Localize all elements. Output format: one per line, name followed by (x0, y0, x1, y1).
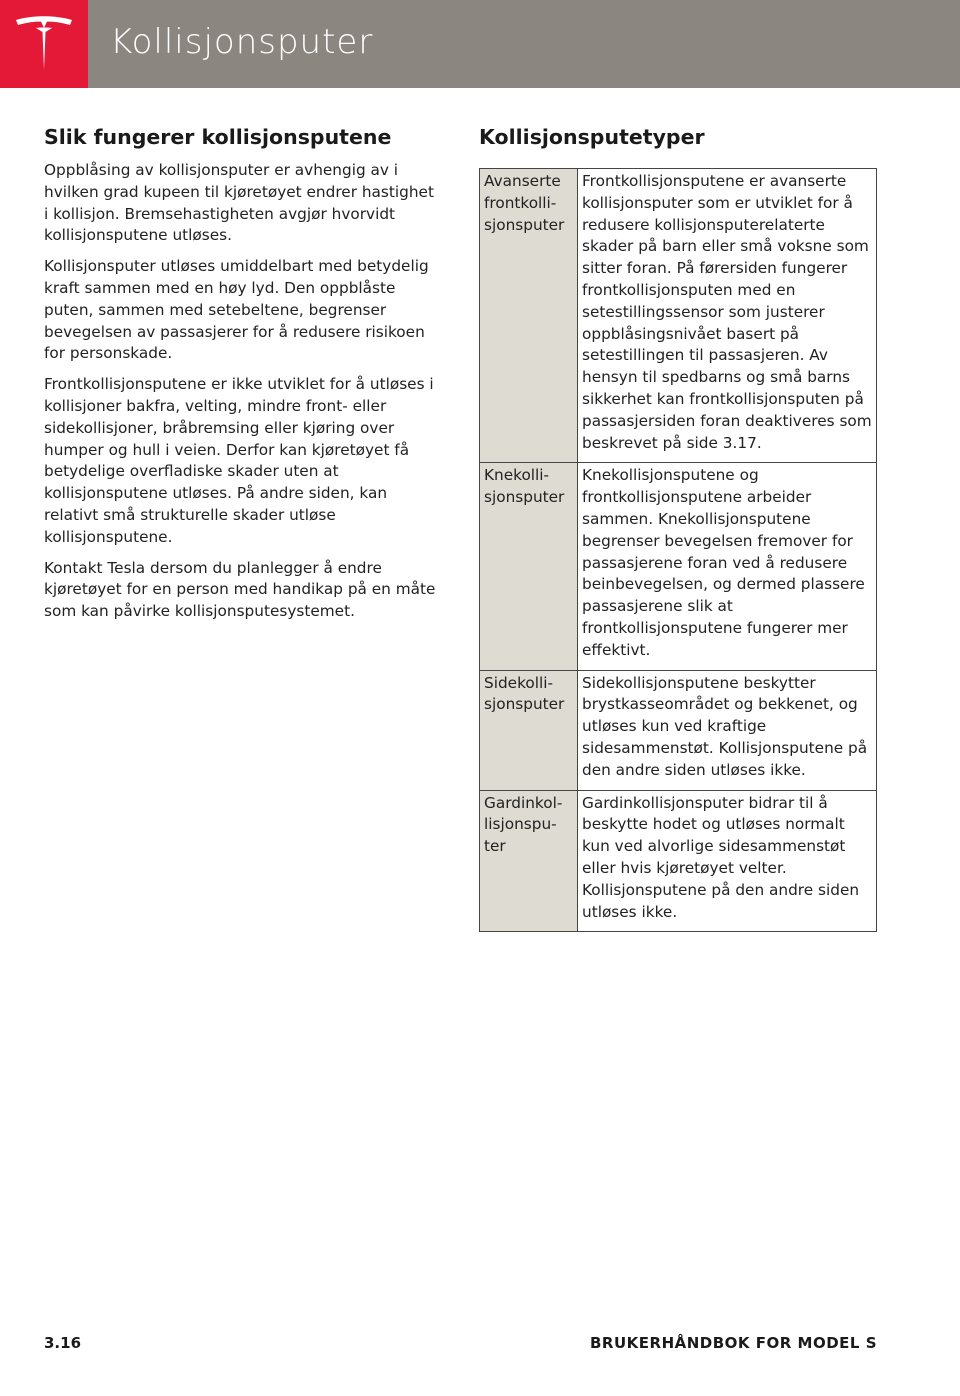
logo-box (0, 0, 88, 88)
manual-title: BRUKERHÅNDBOK FOR MODEL S (589, 1334, 877, 1352)
airbag-type-cell: Sidekolli-sjonsputer (480, 670, 578, 790)
page-title: Kollisjonsputer (110, 22, 374, 62)
page-number: 3.16 (44, 1334, 82, 1352)
airbag-types-table (479, 168, 877, 932)
airbag-description-cell: Knekollisjonsputene og frontkollisjonsputene arbeider sammen. Knekollisjonsputene begrenser bevegelsen fremover for passasjerene foran ved å redusere beinbevegelsen, og dermed plassere passasjerene slik at frontkollisjonsputene fungerer mer effektivt. (578, 463, 877, 670)
airbag-type-cell: Knekolli-sjonsputer (480, 463, 578, 670)
left-column (44, 122, 439, 632)
table-row (480, 790, 877, 932)
table-row (480, 169, 877, 463)
airbag-description-cell: Gardinkollisjonsputer bidrar til å beskytte hodet og utløses normalt kun ved alvorlige sidesammenstøt eller hvis kjøretøyet velter. Kollisjonsputene på den andre siden utløses ikke. (578, 790, 877, 932)
table-row (480, 670, 877, 790)
section-heading: Slik fungerer kollisjonsputene (44, 125, 392, 149)
paragraph: Oppblåsing av kollisjonsputer er avhengig av i hvilken grad kupeen til kjøretøyet endrer hastighet i kollisjon. Bremsehastigheten avgjør hvorvidt kollisjonsputene utløses. (44, 161, 434, 245)
table-heading: Kollisjonsputetyper (479, 125, 705, 149)
airbag-description-cell: Sidekollisjonsputene beskytter brystkasseområdet og bekkenet, og utløses kun ved kraftige sidesammenstøt. Kollisjonsputene på den andre siden utløses ikke. (578, 670, 877, 790)
airbag-description-cell: Frontkollisjonsputene er avanserte kollisjonsputer som er utviklet for å redusere kollisjonsputerelaterte skader på barn eller små voksne som sitter foran. På førersiden fungerer frontkollisjonsputen med en setestillingssensor som justerer oppblåsingsnivået basert på setestillingen til passasjeren. Av hensyn til spedbarns og små barns sikkerhet kan frontkollisjonsputen på passasjersiden foran deaktiveres som beskrevet på side 3.17. (578, 169, 877, 463)
tesla-logo-icon (14, 16, 74, 72)
airbag-type-cell: Gardinkol-lisjonspu-ter (480, 790, 578, 932)
right-column (479, 122, 877, 932)
paragraph: Kontakt Tesla dersom du planlegger å endre kjøretøyet for en person med handikap på en måte som kan påvirke kollisjonsputesystemet. (44, 558, 436, 621)
paragraph: Kollisjonsputer utløses umiddelbart med betydelig kraft sammen med en høy lyd. Den oppblåste puten, sammen med setebeltene, begrenser bevegelsen av passasjerer for å redusere risikoen for personskade. (44, 257, 429, 363)
paragraph: Frontkollisjonsputene er ikke utviklet for å utløses i kollisjoner bakfra, velting, mindre front- eller sidekollisjoner, bråbremsing eller kjøring over humper og hull i veien. Derfor kan kjøretøyet få betydelige overfladiske skader uten at kollisjonsputene utløses. På andre siden, kan relativt små strukturelle skader utløse kollisjonsputene. (44, 375, 434, 546)
page-header (0, 0, 960, 88)
airbag-type-cell: Avanserte frontkolli-sjonsputer (480, 169, 578, 463)
table-row (480, 463, 877, 670)
